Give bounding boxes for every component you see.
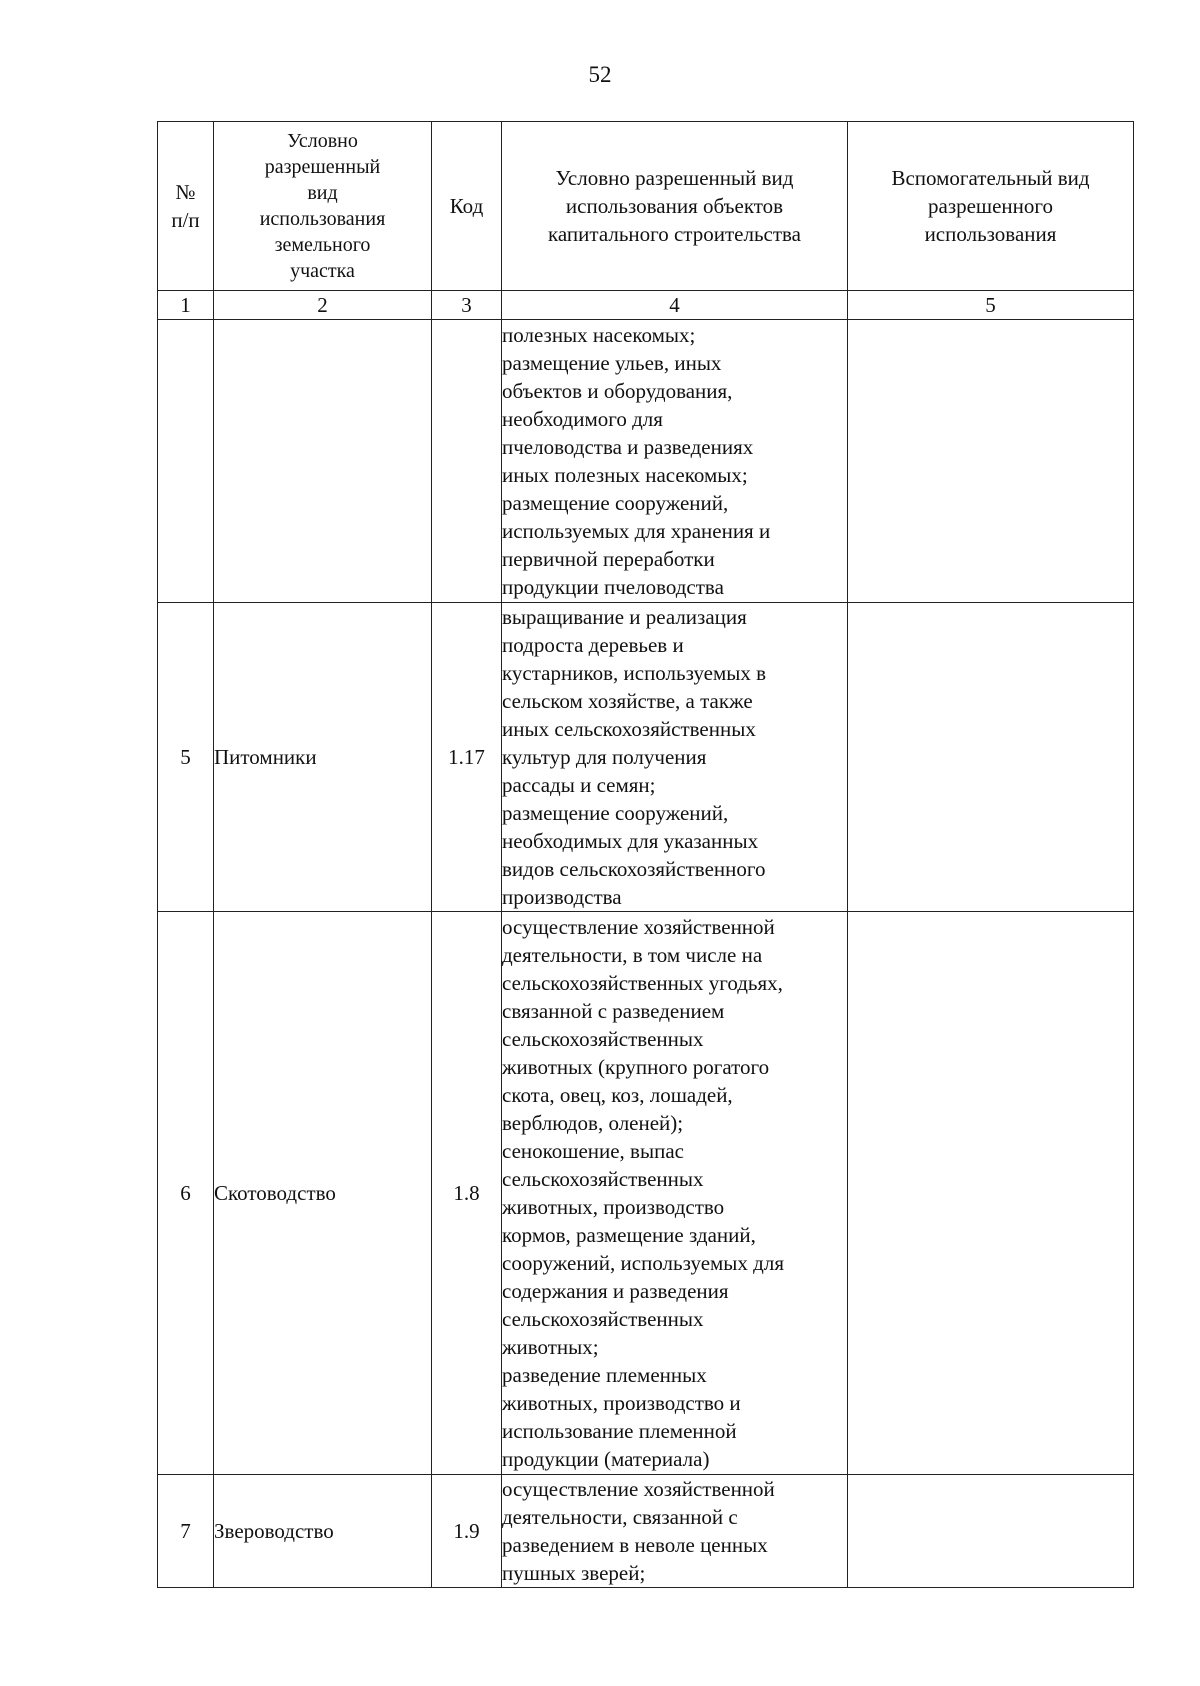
description-line: используемых для хранения и (502, 519, 771, 543)
description-line: иных сельскохозяйственных (502, 717, 756, 741)
header-line: Условно разрешенный вид (555, 166, 794, 190)
column-number: 4 (502, 291, 848, 320)
header-line: капитального строительства (548, 222, 801, 246)
description-line: полезных насекомых; (502, 323, 696, 347)
description-line: разведением в неволе ценных (502, 1533, 768, 1557)
row-description (502, 603, 848, 912)
header-code: Код (432, 122, 502, 291)
description-line: кустарников, используемых в (502, 661, 767, 685)
description-line: скота, овец, коз, лошадей, (502, 1083, 733, 1107)
description-line: деятельности, связанной с (502, 1505, 738, 1529)
row-auxiliary (848, 320, 1134, 603)
header-capital (502, 122, 848, 291)
header-line: п/п (171, 208, 200, 232)
row-num: 7 (158, 1475, 214, 1588)
column-number: 1 (158, 291, 214, 320)
description-line: необходимого для (502, 407, 663, 431)
description-line: объектов и оборудования, (502, 379, 733, 403)
header-line: использования объектов (565, 194, 784, 218)
description-line: размещение сооружений, (502, 491, 729, 515)
description-line: продукции (материала) (502, 1447, 710, 1471)
description-line: верблюдов, оленей); (502, 1111, 684, 1135)
description-line: кормов, размещение зданий, (502, 1223, 756, 1247)
row-code: 1.8 (432, 912, 502, 1475)
row-description (502, 912, 848, 1475)
land-use-table (157, 121, 1134, 1588)
row-name (214, 320, 432, 603)
column-number: 5 (848, 291, 1134, 320)
header-line: вид (307, 182, 338, 204)
header-line: № (175, 180, 196, 204)
description-line: животных, производство и (502, 1391, 741, 1415)
description-line: пушных зверей; (502, 1561, 646, 1585)
description-line: сельскохозяйственных (502, 1167, 704, 1191)
header-line: земельного (274, 234, 371, 256)
row-name: Скотоводство (214, 912, 432, 1475)
description-line: продукции пчеловодства (502, 575, 724, 599)
description-line: связанной с разведением (502, 999, 725, 1023)
description-line: необходимых для указанных (502, 829, 759, 853)
description-line: производства (502, 885, 622, 909)
description-line: сельском хозяйстве, а также (502, 689, 753, 713)
row-num (158, 320, 214, 603)
header-line: использования (924, 222, 1057, 246)
row-code: 1.9 (432, 1475, 502, 1588)
description-line: содержания и разведения (502, 1279, 729, 1303)
description-line: видов сельскохозяйственного (502, 857, 766, 881)
table-row (158, 912, 1134, 1475)
header-land-use (214, 122, 432, 291)
description-line: пчеловодства и разведениях (502, 435, 754, 459)
description-line: сооружений, используемых для (502, 1251, 784, 1275)
header-line: разрешенного (928, 194, 1053, 218)
description-line: деятельности, в том числе на (502, 943, 763, 967)
table-header-row (158, 122, 1134, 291)
description-line: размещение сооружений, (502, 801, 729, 825)
row-name: Питомники (214, 603, 432, 912)
description-line: размещение ульев, иных (502, 351, 722, 375)
row-num: 6 (158, 912, 214, 1475)
row-num: 5 (158, 603, 214, 912)
header-line: разрешенный (264, 156, 381, 178)
description-line: рассады и семян; (502, 773, 656, 797)
description-line: сельскохозяйственных (502, 1307, 704, 1331)
row-name: Звероводство (214, 1475, 432, 1588)
table-row (158, 603, 1134, 912)
page-number: 52 (588, 62, 612, 87)
header-line: Условно (287, 130, 358, 152)
column-number: 2 (214, 291, 432, 320)
row-description (502, 1475, 848, 1588)
description-line: животных (крупного рогатого (502, 1055, 770, 1079)
description-line: животных; (502, 1335, 599, 1359)
description-line: разведение племенных (502, 1363, 707, 1387)
column-number-row (158, 291, 1134, 320)
row-auxiliary (848, 603, 1134, 912)
row-code (432, 320, 502, 603)
description-line: культур для получения (502, 745, 707, 769)
header-line: использования (259, 208, 386, 230)
description-line: сенокошение, выпас (502, 1139, 684, 1163)
row-code: 1.17 (432, 603, 502, 912)
column-number: 3 (432, 291, 502, 320)
description-line: выращивание и реализация (502, 605, 747, 629)
description-line: подроста деревьев и (502, 633, 684, 657)
header-line: участка (290, 260, 355, 282)
description-line: осуществление хозяйственной (502, 915, 775, 939)
description-line: использование племенной (502, 1419, 737, 1443)
row-description (502, 320, 848, 603)
table-row (158, 320, 1134, 603)
row-auxiliary (848, 1475, 1134, 1588)
description-line: осуществление хозяйственной (502, 1477, 775, 1501)
description-line: сельскохозяйственных угодьях, (502, 971, 783, 995)
table-row (158, 1475, 1134, 1588)
description-line: иных полезных насекомых; (502, 463, 748, 487)
row-auxiliary (848, 912, 1134, 1475)
description-line: первичной переработки (502, 547, 715, 571)
header-line: Вспомогательный вид (891, 166, 1090, 190)
header-auxiliary (848, 122, 1134, 291)
header-num (158, 122, 214, 291)
description-line: животных, производство (502, 1195, 725, 1219)
description-line: сельскохозяйственных (502, 1027, 704, 1051)
